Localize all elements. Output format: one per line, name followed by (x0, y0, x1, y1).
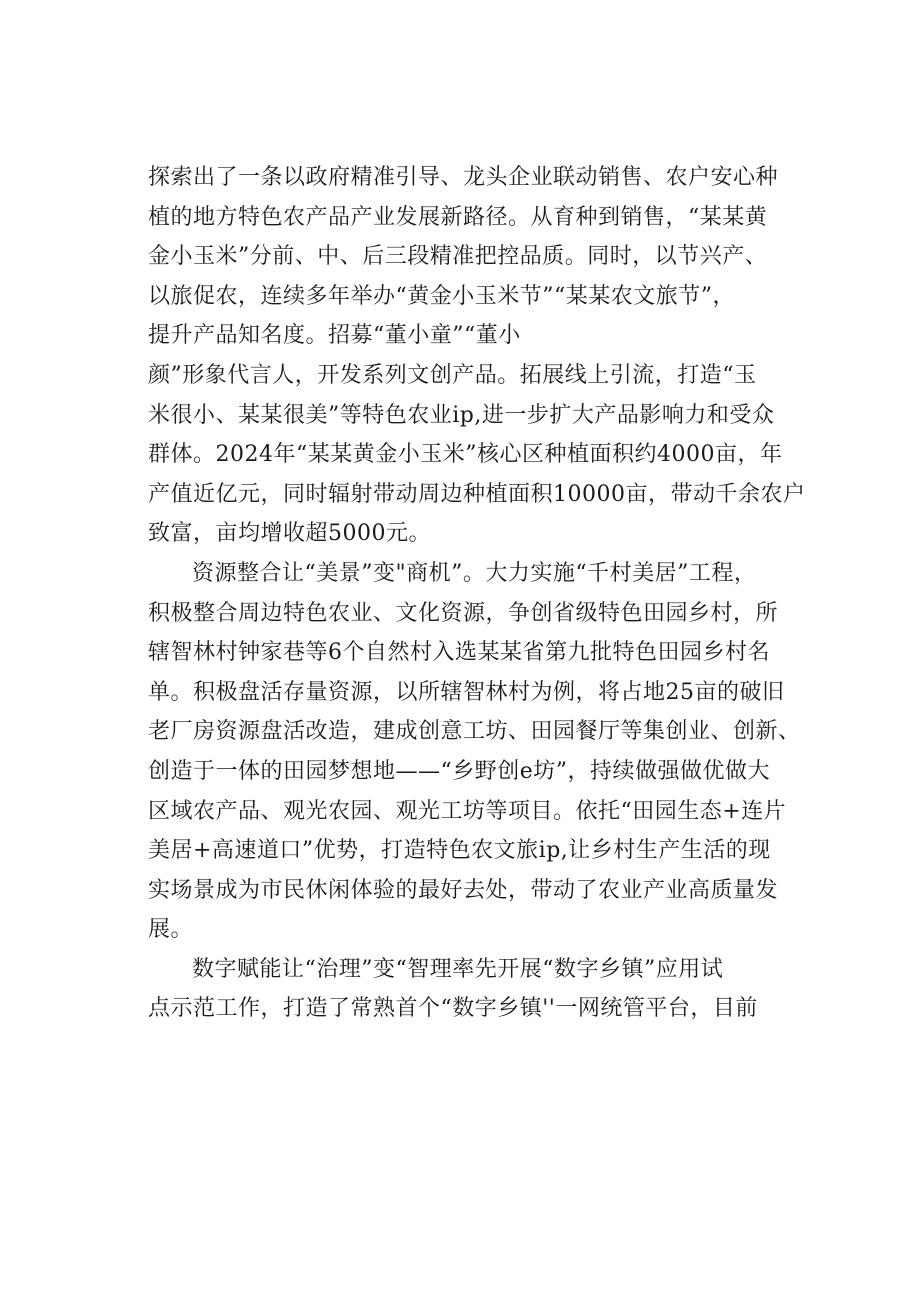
paragraph-2 (148, 554, 808, 950)
text-line: 提升产品知名度。招募“董小童”“董小 (148, 323, 521, 349)
document-body (148, 158, 808, 1029)
text-line: 植的地方特色农产品产业发展新路径。从育种到销售，“某某黄 (148, 204, 768, 230)
text-line: 数字赋能让“治理”变“智理率先开展“数字乡镇”应用试 (192, 956, 724, 982)
text-line: 致富，亩均增收超5000元。 (148, 521, 431, 547)
text-line: 区域农产品、观光农园、观光工坊等项目。依托“田园生态+连片 (148, 798, 787, 824)
text-line: 实场景成为市民休闲体验的最好去处，带动了农业产业高质量发 (148, 877, 779, 903)
text-line: 以旅促农，连续多年举办“黄金小玉米节”“某某农文旅节”， (148, 283, 735, 309)
text-line: 展。 (148, 917, 194, 943)
text-line: 辖智林村钟家巷等6个自然村入选某某省第九批特色田园乡村名 (148, 640, 770, 666)
text-line: 米很小、某某很美”等特色农业ip,进一步扩大产品影响力和受众 (148, 402, 775, 428)
text-line: 创造于一体的田园梦想地——“乡野创e坊”，持续做强做优做大 (148, 758, 771, 784)
text-line: 资源整合让“美景”变"商机”。大力实施“千村美居”工程， (192, 560, 757, 586)
text-line: 点示范工作，打造了常熟首个“数字乡镇''一网统管平台，目前 (148, 996, 758, 1022)
text-line: 产值近亿元，同时辐射带动周边种植面积10000亩，带动千余农户 (148, 481, 806, 507)
text-line: 老厂房资源盘活改造，建成创意工坊、田园餐厅等集创业、创新、 (148, 719, 801, 745)
text-line: 美居+高速道口”优势，打造特色农文旅ip,让乡村生产生活的现 (148, 838, 771, 864)
paragraph-3 (148, 950, 808, 1029)
text-line: 积极整合周边特色农业、文化资源，争创省级特色田园乡村，所 (148, 600, 779, 626)
text-line: 单。积极盘活存量资源，以所辖智林村为例，将占地25亩的破旧 (148, 679, 785, 705)
text-line: 颜”形象代言人，开发系列文创产品。拓展线上引流，打造“玉 (148, 362, 757, 388)
text-line: 探索出了一条以政府精准引导、龙头企业联动销售、农户安心种 (148, 165, 779, 190)
paragraph-1 (148, 158, 808, 554)
text-line: 金小玉米”分前、中、后三段精准把控品质。同时，以节兴产、 (148, 244, 768, 270)
text-line: 群体。2024年“某某黄金小玉米”核心区种植面积约4000亩，年 (148, 442, 783, 468)
